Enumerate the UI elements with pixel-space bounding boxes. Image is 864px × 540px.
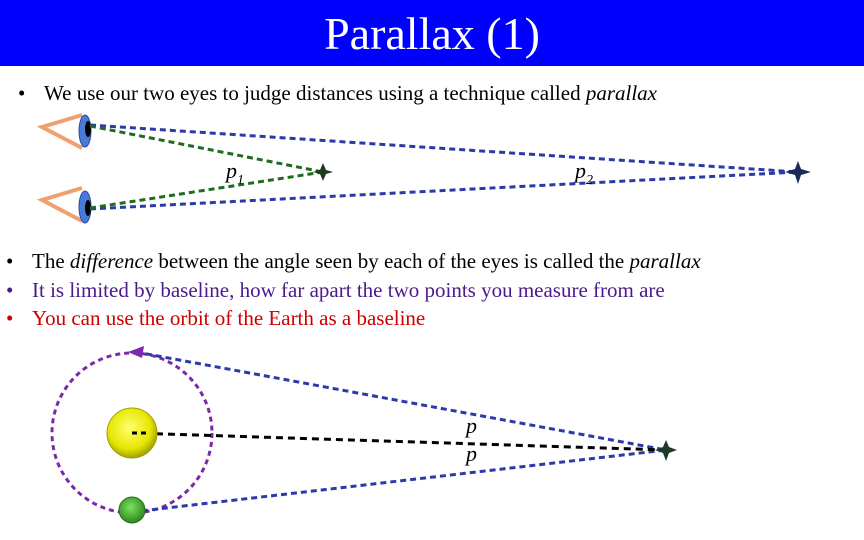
intro-emphasis: parallax (585, 81, 657, 105)
label-p-upper: p (466, 413, 477, 438)
earth-icon (119, 497, 145, 523)
far-line-lower (90, 172, 798, 209)
label-p1: $p_1$ (226, 158, 244, 188)
near-line-upper (90, 126, 323, 172)
bullet-emphasis: difference (69, 249, 154, 273)
far-star-icon (785, 161, 811, 184)
bullet-text: It is limited by baseline, how far apart the two points you measure from are (32, 278, 665, 302)
bullet-text: The (32, 249, 70, 273)
bullet-dot: • (6, 306, 14, 330)
upper-eye-icon (42, 115, 91, 148)
bullet-text: between the angle seen by each of the eyes is called the (153, 249, 630, 273)
bullet-dot: • (18, 81, 26, 105)
slide-title: Parallax (1) (324, 8, 540, 59)
label-p-lower: p (466, 441, 477, 466)
lower-eye-icon (42, 188, 91, 223)
bullet-dot: • (6, 278, 14, 302)
bullet-emphasis: parallax (629, 249, 701, 273)
far-line-upper (90, 125, 798, 172)
near-star-icon (313, 163, 333, 181)
distant-star-icon (655, 440, 677, 461)
orbit-line-lower (132, 450, 666, 512)
bullet-dot: • (6, 249, 14, 273)
label-p2: $p_2$ (575, 158, 593, 188)
near-line-lower (90, 172, 323, 208)
bullet-orbit (6, 305, 425, 331)
bullet-difference (6, 248, 701, 274)
bullet-text: You can use the orbit of the Earth as a baseline (32, 306, 426, 330)
orbit-line-upper (136, 352, 666, 450)
bullet-baseline (6, 277, 665, 303)
orbit-arrow-icon (128, 346, 144, 358)
intro-text: We use our two eyes to judge distances using a technique called (44, 81, 586, 105)
